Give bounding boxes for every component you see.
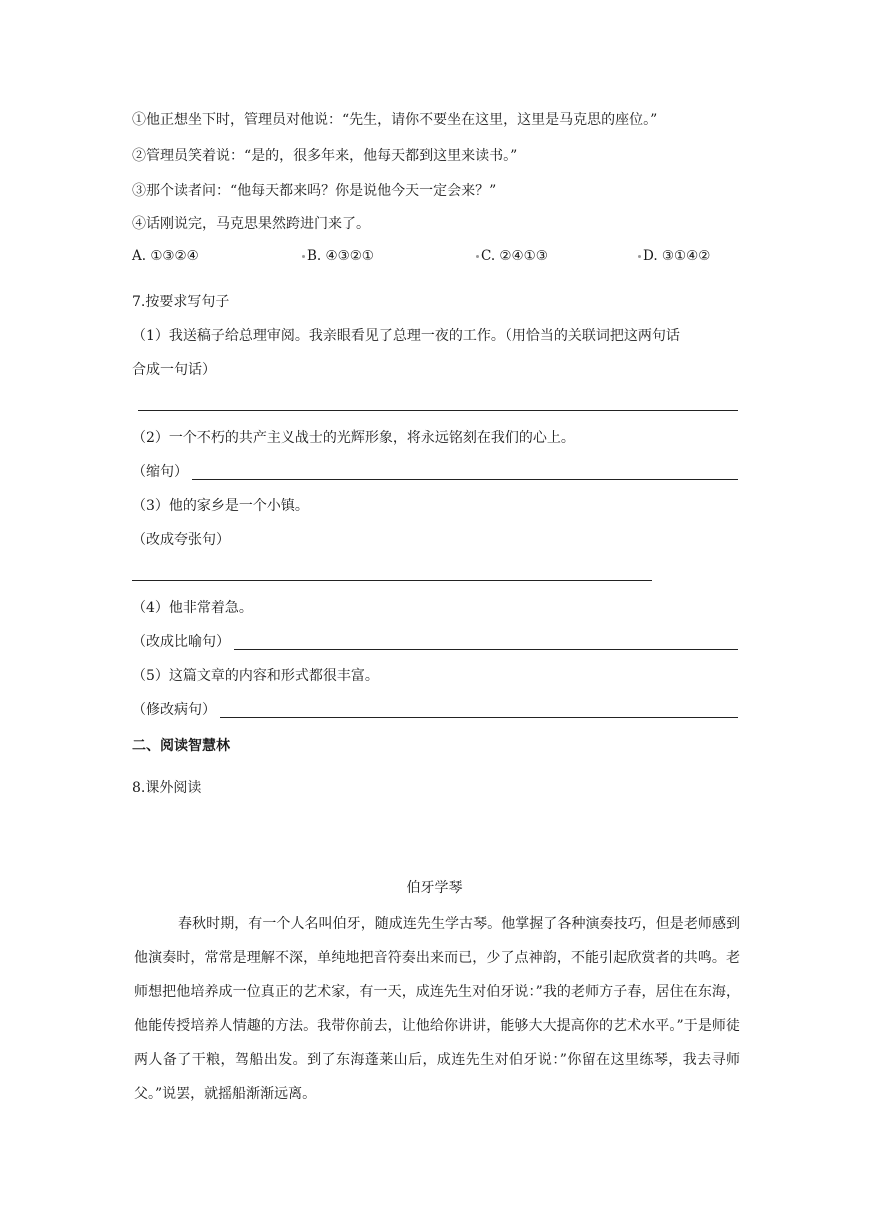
option-d-label: D. ③①④② <box>643 248 711 264</box>
sentence-3: ③那个读者问：“他每天都来吗？你是说他今天一定会来？” <box>132 183 497 199</box>
story-title: 伯牙学琴 <box>406 880 463 896</box>
answer-line-2[interactable] <box>192 479 738 480</box>
bullet-dot-icon <box>302 255 305 258</box>
sentence-2: ②管理员笑着说：“是的，很多年来，他每天都到这里来读书。” <box>132 148 518 164</box>
sentence-1: ①他正想坐下时，管理员对他说：“先生，请你不要坐在这里，这里是马克思的座位。” <box>132 112 658 128</box>
option-d[interactable] <box>638 248 710 264</box>
q7-item1-line2: 合成一句话） <box>132 362 216 378</box>
story-text: 春秋时期，有一个人名叫伯牙，随成连先生学古琴。他掌握了各种演奏技巧，但是老师感到他演奏时，常常是理解不深，单纯地把音符奏出来而已，少了点神韵，不能引起欣赏者的共鸣。老师想把他培养成一位真正的艺术家，有一天，成连先生对伯牙说：”我的老师方子春，居住在东海，他能传授培养人情趣的方法。我带你前去，让他给你讲讲，能够大大提高你的艺术水平。”于是师徒两人备了干粮，驾船出发。到了东海蓬莱山后，成连先生对伯牙说：”你留在这里练琴，我去寻师父。”说罢，就摇船渐渐远离。 <box>134 916 740 1102</box>
option-c-label: C. ②④①③ <box>481 248 548 264</box>
answer-options <box>132 248 732 268</box>
option-a[interactable]: A. ①③②④ <box>132 248 199 264</box>
q7-item4-hint: （改成比喻句） <box>132 634 230 650</box>
section-2-heading: 二、阅读智慧林 <box>132 738 230 754</box>
option-c[interactable] <box>476 248 548 264</box>
question-8-title: 8.课外阅读 <box>132 780 202 796</box>
q7-item3-hint: （改成夸张句） <box>132 532 230 548</box>
q7-item5: （5）这篇文章的内容和形式都很丰富。 <box>132 668 379 684</box>
answer-line-3[interactable] <box>132 580 652 581</box>
answer-line-1[interactable] <box>138 410 738 411</box>
bullet-dot-icon <box>638 255 641 258</box>
sentence-4: ④话刚说完，马克思果然跨进门来了。 <box>132 216 370 232</box>
bullet-dot-icon <box>476 255 479 258</box>
q7-item5-hint: （修改病句） <box>132 702 216 718</box>
q7-item4: （4）他非常着急。 <box>132 600 253 616</box>
answer-line-5[interactable] <box>220 717 738 718</box>
story-paragraph <box>134 907 740 1111</box>
option-b-label: B. ④③②① <box>307 248 374 264</box>
q7-item2: （2）一个不朽的共产主义战士的光辉形象，将永远铭刻在我们的心上。 <box>132 430 575 446</box>
q7-item2-hint: （缩句） <box>132 464 188 480</box>
option-b[interactable] <box>302 248 374 264</box>
question-7-title: 7.按要求写句子 <box>132 294 230 310</box>
q7-item3: （3）他的家乡是一个小镇。 <box>132 498 309 514</box>
answer-line-4[interactable] <box>234 649 738 650</box>
q7-item1-line1: （1）我送稿子给总理审阅。我亲眼看见了总理一夜的工作。（用恰当的关联词把这两句话 <box>132 328 680 344</box>
